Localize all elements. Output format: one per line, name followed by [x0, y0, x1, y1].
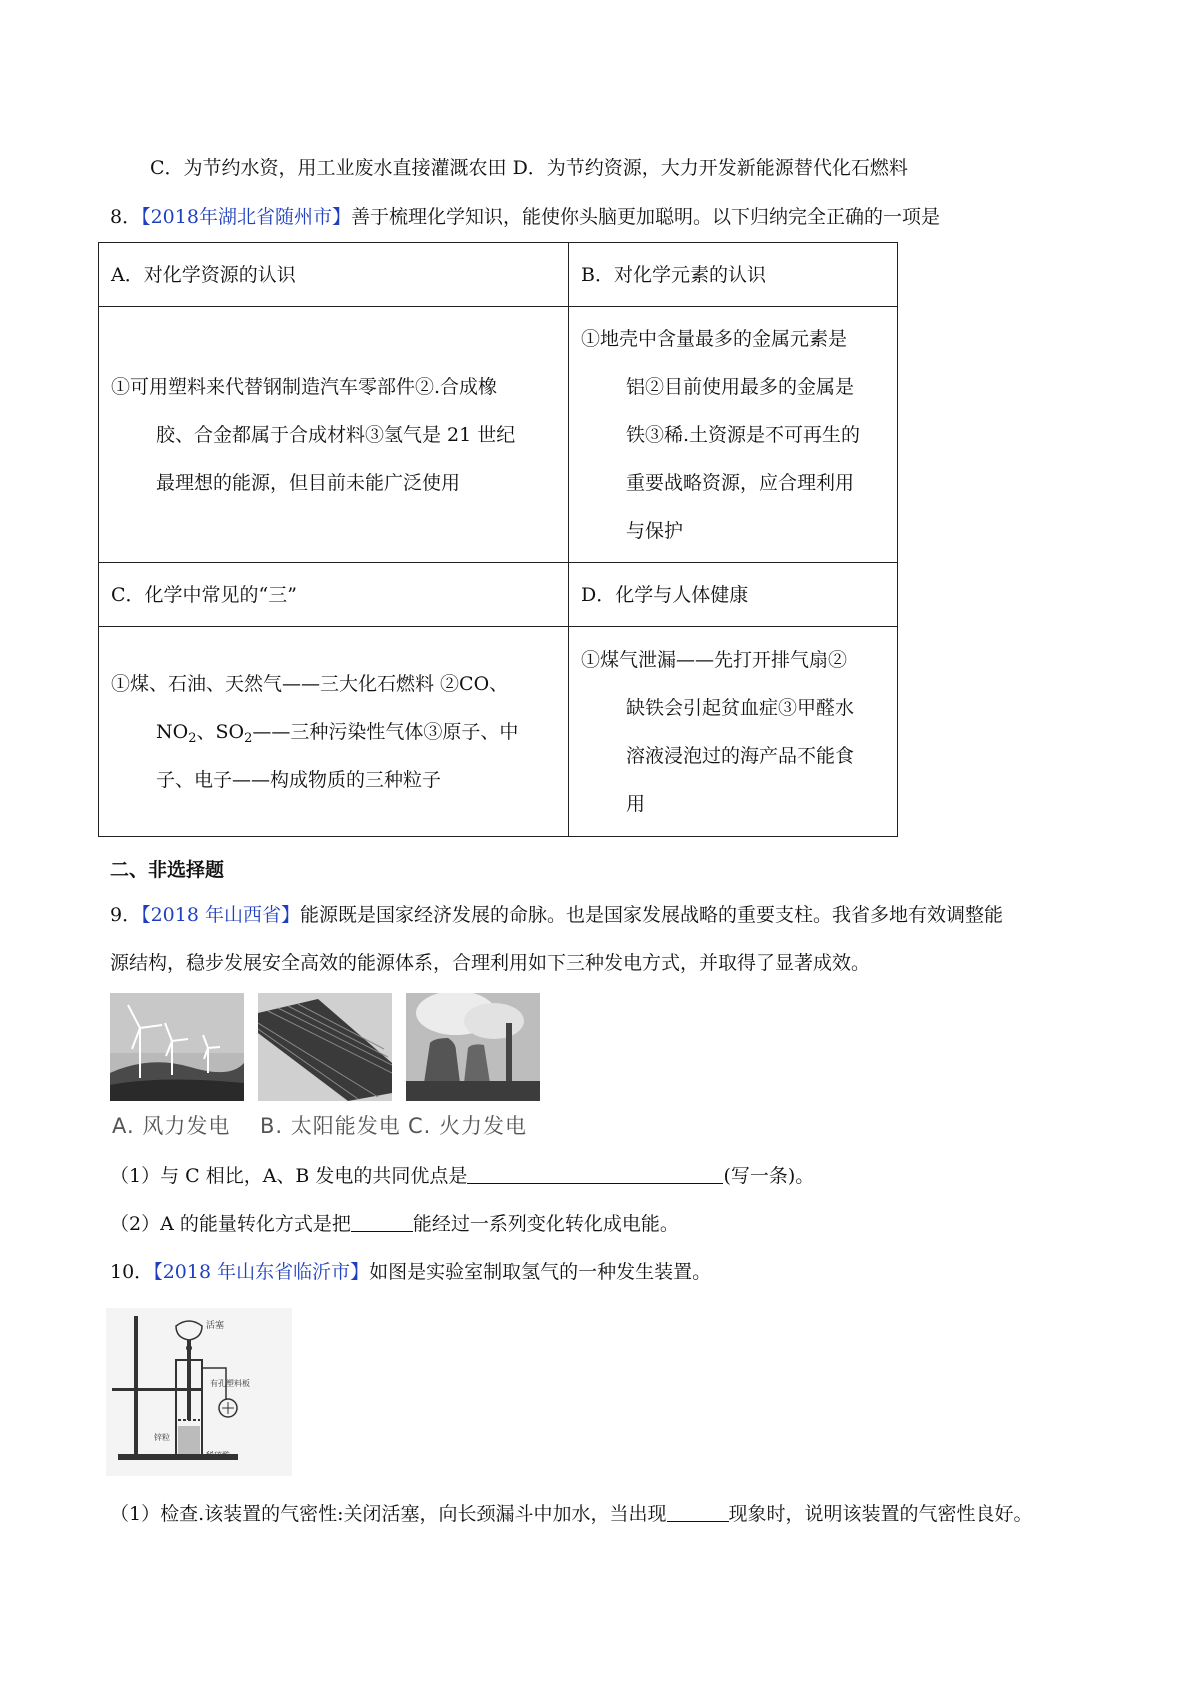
- b-line-3: 铁③稀.土资源是不可再生的: [626, 423, 861, 446]
- b-line-1: ①地壳中含量最多的金属元素是: [581, 327, 848, 350]
- q9-sub1-prefix: （1）与 C 相比，A、B 发电的共同优点是: [110, 1165, 468, 1187]
- c-line-3: 子、电子——构成物质的三种粒子: [156, 768, 442, 791]
- q7-options-cd: C．为节约水资，用工业废水直接灌溉农田 D．为节约资源，大力开发新能源替代化石燃料: [150, 157, 908, 179]
- c-line-2: [111, 708, 558, 756]
- cell-a-title: A．对化学资源的认识: [99, 243, 569, 307]
- a-line-2: 胶、合金都属于合成材料③氢气是 21 世纪: [156, 423, 516, 446]
- q8-stem-line: [110, 203, 940, 231]
- caption-c: C. 火力发电: [408, 1114, 528, 1138]
- q10-stem-line: [110, 1258, 711, 1286]
- q10-stem: 如图是实验室制取氢气的一种发生装置。: [369, 1261, 712, 1283]
- c-no: NO: [156, 720, 189, 743]
- cell-a-body: [99, 307, 569, 563]
- label-acid: 稀硫酸: [206, 1451, 230, 1460]
- answer-blank-3[interactable]: [667, 1501, 729, 1522]
- label-piston: 活塞: [206, 1321, 225, 1331]
- label-zinc: 锌粒: [154, 1433, 170, 1442]
- q9-sub2: [110, 1210, 679, 1238]
- cell-c-body: [99, 627, 569, 837]
- d-line-4: 用: [626, 792, 646, 815]
- q8-source: 【2018年湖北省随州市】: [141, 206, 351, 228]
- q9-sub1-suffix: (写一条)。: [723, 1165, 815, 1187]
- q9-sub1: [110, 1162, 814, 1190]
- answer-blank-1[interactable]: [467, 1163, 723, 1184]
- caption-b: B. 太阳能发电: [260, 1114, 401, 1138]
- c-sub-2a: 2: [188, 730, 197, 746]
- q9-sub2-prefix: （2）A 的能量转化方式是把: [110, 1213, 351, 1235]
- d-line-2: 缺铁会引起贫血症③甲醛水: [626, 696, 855, 719]
- q9-sub2-suffix: 能经过一系列变化转化成电能。: [412, 1213, 679, 1235]
- q9-stem-line-2: 源结构，稳步发展安全高效的能源体系，合理利用如下三种发电方式，并取得了显著成效。: [110, 952, 871, 974]
- hydrogen-apparatus-figure: [106, 1308, 292, 1476]
- q8-number: 8．: [110, 206, 142, 228]
- q10-sub1-prefix: （1）检查.该装置的气密性:关闭活塞，向长颈漏斗中加水，当出现: [110, 1503, 667, 1525]
- c-sub-2b: 2: [244, 730, 253, 746]
- c-line-1: ①煤、石油、天然气——三大化石燃料 ②CO、: [111, 672, 509, 695]
- q9-stem-1: 能源既是国家经济发展的命脉。也是国家发展战略的重要支柱。我省多地有效调整能: [300, 904, 1004, 926]
- cell-d-title: D．化学与人体健康: [569, 563, 898, 627]
- wind-power-photo: [110, 993, 244, 1101]
- answer-blank-2[interactable]: [351, 1211, 413, 1232]
- cell-c-title: C．化学中常见的“三”: [99, 563, 569, 627]
- b-line-2: 铝②目前使用最多的金属是: [626, 375, 855, 398]
- b-line-4: 重要战略资源，应合理利用: [626, 471, 855, 494]
- d-line-1: ①煤气泄漏——先打开排气扇②: [581, 648, 848, 671]
- q9-number: 9．: [110, 904, 142, 926]
- q8-knowledge-table: [98, 242, 898, 837]
- q10-sub1-suffix: 现象时，说明该装置的气密性良好。: [728, 1503, 1033, 1525]
- a-line-1: ①可用塑料来代替钢制造汽车零部件②.合成橡: [111, 375, 498, 398]
- solar-power-photo: [258, 993, 392, 1101]
- q9-source: 【2018 年山西省】: [141, 904, 300, 926]
- q10-source: 【2018 年山东省临沂市】: [153, 1261, 370, 1283]
- a-line-3: 最理想的能源，但目前未能广泛使用: [156, 471, 461, 494]
- d-line-3: 溶液浸泡过的海产品不能食: [626, 744, 855, 767]
- caption-a: A. 风力发电: [112, 1114, 231, 1138]
- thermal-power-photo: [406, 993, 540, 1101]
- q10-number: 10．: [110, 1261, 154, 1283]
- cell-d-body: [569, 627, 898, 837]
- q9-photos: [110, 993, 590, 1143]
- label-plate: 有孔塑料板: [210, 1379, 250, 1388]
- q10-sub1: [110, 1500, 1033, 1528]
- c-so: 、SO: [196, 720, 245, 743]
- b-line-5: 与保护: [626, 519, 684, 542]
- c-line-2-rest: ——三种污染性气体③原子、中: [252, 720, 519, 743]
- cell-b-title: B．对化学元素的认识: [569, 243, 898, 307]
- q8-stem: 善于梳理化学知识，能使你头脑更加聪明。以下归纳完全正确的一项是: [350, 206, 940, 228]
- section-heading: 二、非选择题: [110, 859, 225, 881]
- q9-stem-line-1: [110, 901, 1003, 929]
- cell-b-body: [569, 307, 898, 563]
